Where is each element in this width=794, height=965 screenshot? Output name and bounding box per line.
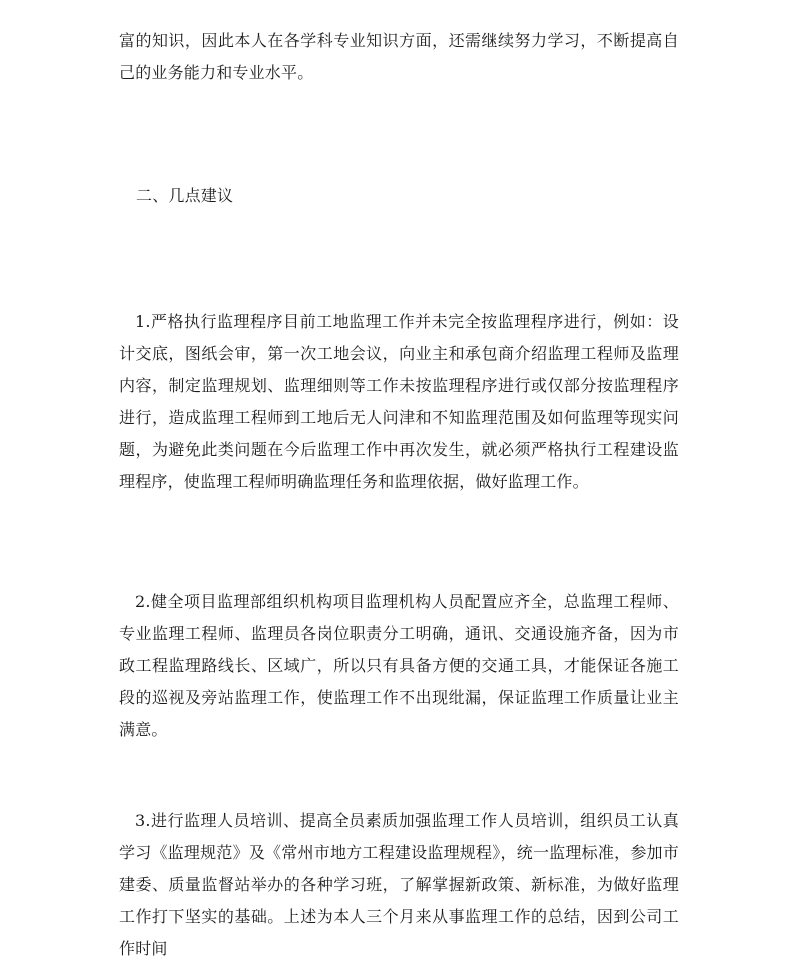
suggestion-paragraph-1: 1.严格执行监理程序目前工地监理工作并未完全按监理程序进行，例如：设计交底，图纸会审，第一次工地会议，向业主和承包商介绍监理工程师及监理内容，制定监理规划、监理细则等工作未按监理程序进行或仅部分按监理程序进行，造成监理工程师到工地后无人问津和不知监理范围及如何监理等现实问题，为避免此类问题在今后监理工作中再次发生，就必须严格执行工程建设监理程序，使监理工程师明确监理任务和监理依据，做好监理工作。 <box>119 312 679 491</box>
section-heading: 二、几点建议 <box>136 186 234 205</box>
suggestion-paragraph-3: 3.进行监理人员培训、提高全员素质加强监理工作人员培训，组织员工认真学习《监理规范》及《常州市地方工程建设监理规程》，统一监理标准，参加市建委、质量监督站举办的各种学习班，了解掌握新政策、新标准，为做好监理工作打下坚实的基础。上述为本人三个月来从事监理工作的总结，因到公司工作时间 <box>119 811 679 958</box>
intro-paragraph: 富的知识，因此本人在各学科专业知识方面，还需继续努力学习，不断提高自己的业务能力和专业水平。 <box>119 31 679 82</box>
suggestion-paragraph-2: 2.健全项目监理部组织机构项目监理机构人员配置应齐全，总监理工程师、专业监理工程师、监理员各岗位职责分工明确，通讯、交通设施齐备，因为市政工程监理路线长、区域广，所以只有具备方便的交通工具，才能保证各施工段的巡视及旁站监理工作，使监理工作不出现纰漏，保证监理工作质量让业主满意。 <box>119 592 679 739</box>
